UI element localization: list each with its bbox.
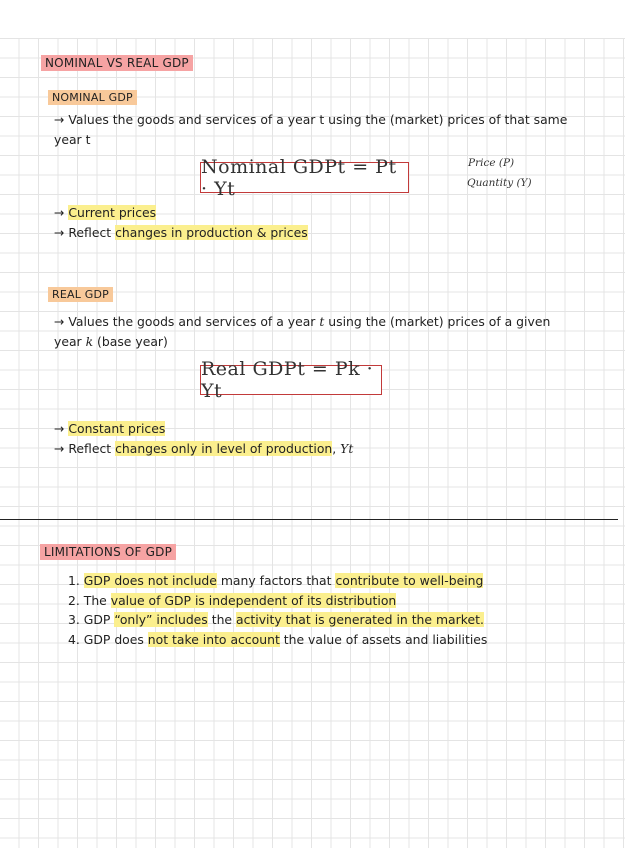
highlight-text: contribute to well-being [335,573,484,588]
arrow-icon: → [54,205,65,220]
side-note-quantity: Quantity (Y) [467,177,532,189]
highlight-constant-prices: Constant prices [68,421,166,436]
highlight-text: “only” includes [114,612,208,627]
highlight-text: GDP does not include [83,573,217,588]
section-title-nominal-vs-real: NOMINAL VS REAL GDP [41,55,193,71]
highlight-text: not take into account [147,631,280,647]
nominal-gdp-formula: Nominal GDPt = Pt · Yt [200,162,409,193]
real-definition-year: year [54,334,86,349]
arrow-icon: → [54,441,65,456]
highlight-text: activity that is generated in the market. [235,612,484,627]
item-text: GDP does [83,631,148,647]
variable-t: t [319,314,325,329]
variable-k: k [85,334,94,349]
heading-real-gdp: REAL GDP [48,287,113,302]
highlight-text: value of GDP is independent of its distribution [110,592,397,608]
real-definition-text: Values the goods and services of a year [68,314,320,329]
arrow-icon: → [54,314,65,329]
bullet-comma: , [332,441,341,456]
real-definition-text-cont: using the (market) prices of a given [324,314,551,329]
real-gdp-formula: Real GDPt = Pk · Yt [200,365,382,395]
item-text: the value of assets and liabilities [279,631,488,647]
item-number: 4. [68,631,84,647]
bullet-text: Reflect [68,441,116,456]
section-title-limitations: LIMITATIONS OF GDP [40,544,176,560]
list-item [68,591,487,611]
item-text: the [207,612,236,627]
real-definition-line2 [54,332,168,352]
highlight-changes-production-prices: changes in production & prices [115,225,308,240]
item-text: many factors that [216,573,336,588]
arrow-icon: → [54,225,65,240]
item-text: GDP [83,612,115,627]
arrow-icon: → [54,421,65,436]
item-number: 2. [68,592,84,608]
real-bullet-2 [54,439,353,459]
nominal-definition-text: Values the goods and services of a year t using the (market) prices of that same [68,112,568,127]
bullet-text: Reflect [68,225,116,240]
section-divider [0,519,618,520]
nominal-definition-line2: year t [54,132,91,147]
nominal-bullet-1 [54,203,156,223]
real-definition-base-year: (base year) [93,334,168,349]
item-number: 3. [68,612,84,627]
item-text: The [83,592,111,608]
top-margin [0,0,625,38]
variable-yt: Yt [340,441,354,456]
list-item [68,610,487,630]
item-number: 1. [68,573,84,588]
nominal-bullet-2 [54,223,308,243]
heading-nominal-gdp: NOMINAL GDP [48,90,137,105]
limitations-list [68,571,487,649]
real-bullet-1 [54,419,165,439]
nominal-definition-line1 [54,110,567,130]
list-item [68,630,487,650]
arrow-icon: → [54,112,65,127]
highlight-changes-level-production: changes only in level of production [115,441,333,456]
side-note-price: Price (P) [468,157,515,169]
list-item [68,571,487,591]
real-definition-line1 [54,312,550,332]
highlight-current-prices: Current prices [68,205,157,220]
